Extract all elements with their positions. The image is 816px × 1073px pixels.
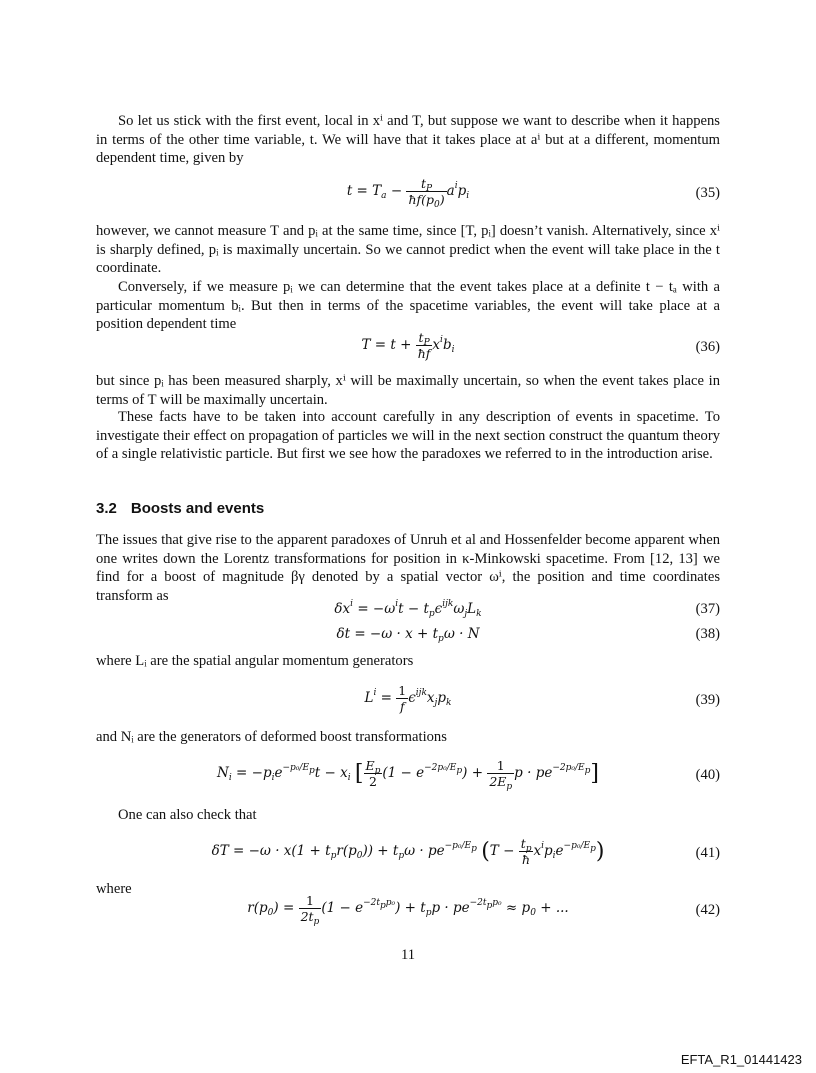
equation-number-42: (42) xyxy=(695,902,720,918)
equation-35: $t = T_a$ − $\frac{t_P}{ħf(p_0)}$ $a^ip_i$ (35) xyxy=(346,176,720,210)
paragraph-5: These facts have to be taken into account carefully in any description of events in spacetime. To investigate their effect on propagation of particles we will in the next section construct the quantum theory of a single relativistic particle. But first we see how the paradoxes we referred to in the introduction arise. xyxy=(96,409,720,463)
paragraph-8: and Nᵢ are the generators of deformed boost transformations xyxy=(96,729,447,745)
paragraph-6: The issues that give rise to the apparent paradoxes of Unruh et al and Hossenfelder become apparent when one writes down the Lorentz transformations for position in κ-Minkowski spacetime. From [12, 13] we find for a boost of magnitude βγ denoted by a spatial vector ωⁱ, the position and time coordinates transform as xyxy=(96,532,720,604)
section-number: 3.2 xyxy=(96,500,117,517)
paragraph-10: where xyxy=(96,881,132,897)
equation-42: $r(p_0)$ = $\frac{1}{2t_p}$ $(1 - e^{-2t_pp_0}) + t_pp \cdot pe^{-2t_pp_0} \approx p_0$ + ... (42) xyxy=(247,893,720,927)
equation-number-36: (36) xyxy=(695,339,720,355)
equation-number-39: (39) xyxy=(695,692,720,708)
equation-37: $\delta x^i = -\omega^it - t_p\epsilon^{ijk}\omega_jL_k$ (37) xyxy=(334,599,720,619)
section-title: Boosts and events xyxy=(130,500,265,517)
document-id: EFTA_R1_01441423 xyxy=(680,1052,802,1067)
equation-number-41: (41) xyxy=(695,845,720,861)
paragraph-1: So let us stick with the first event, local in xⁱ and T, but suppose we want to describe when it happens in terms of the other time variable, t. We will have that it takes place at aⁱ but at a different, momentum dependent time, given by xyxy=(96,113,720,167)
page-number: 11 xyxy=(400,947,416,963)
equation-39: $L^i$ = $\frac{1}{f}$ $\epsilon^{ijk}x_jp_k$ (39) xyxy=(364,683,720,714)
equation-number-35: (35) xyxy=(695,185,720,201)
equation-41: $\delta T = -\omega \cdot x(1 + t_pr(p_0)) + t_p\omega \cdot pe^{-p_0/E_p}$ (T − $\frac{t_p}{ħ}$ $x^ip_ie^{-p_0/E_p}$) (41) xyxy=(211,836,720,867)
equation-number-37: (37) xyxy=(695,601,720,617)
equation-number-38: (38) xyxy=(695,626,720,642)
equation-40: $N_i = -p_ie^{-p_0/E_p}t - x_i$ [ $\frac{E_p}{2}$ $(1 - e^{-2p_0/E_p})$ + $\frac{1}{2E_p}$ $p \cdot pe^{-2p_0/E_p}$] (40) xyxy=(217,758,720,792)
paragraph-3: Conversely, if we measure pᵢ we can determine that the event takes place at a definite t − tₐ with a particular momentum bᵢ. But then in terms of the spacetime variables, the event will take place at a position dependent time xyxy=(96,279,720,333)
paragraph-9: One can also check that xyxy=(118,807,257,823)
equation-38: $\delta t = -\omega \cdot x + t_p\omega \cdot N$ (38) xyxy=(336,626,720,644)
equation-36: T = t + $\frac{t_P}{ħf}$ $x^ib_i$ (36) xyxy=(361,330,720,361)
section-heading xyxy=(96,500,264,517)
paragraph-4: but since pᵢ has been measured sharply, xⁱ will be maximally uncertain, so when the event takes place in terms of T will be maximally uncertain. xyxy=(96,373,720,408)
paragraph-2: however, we cannot measure T and pᵢ at the same time, since [T, pᵢ] doesn’t vanish. Alternatively, since xⁱ is sharply defined, pᵢ is maximally uncertain. So we cannot predict when the event will take place in the t coordinate. xyxy=(96,223,720,277)
equation-number-40: (40) xyxy=(695,767,720,783)
paragraph-7: where Lᵢ are the spatial angular momentum generators xyxy=(96,653,414,669)
